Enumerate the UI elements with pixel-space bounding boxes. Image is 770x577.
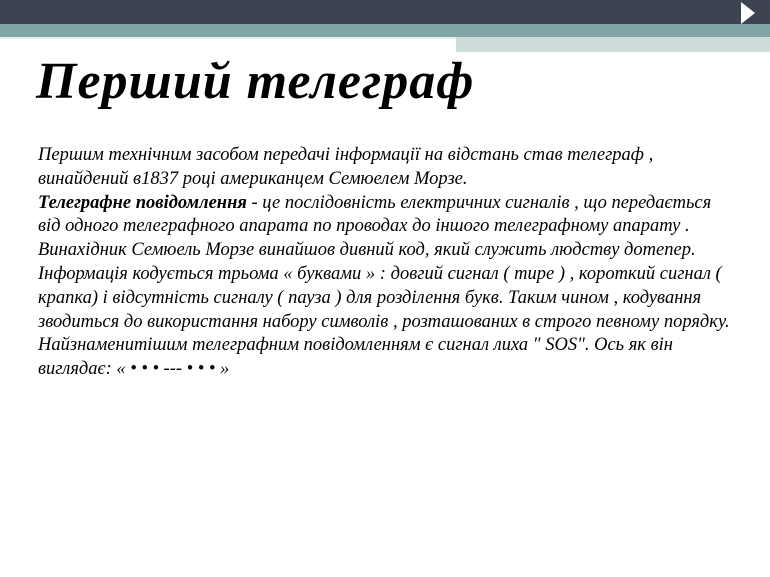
slide-body xyxy=(38,144,738,382)
light-decorative-block xyxy=(456,37,770,52)
decorative-line xyxy=(0,37,456,39)
paragraph-morse-code: Винахідник Семюель Морзе винайшов дивний код, який служить людству дотепер. Інформація кодується трьома « буквами » : довгий сигнал ( тире ) , короткий сигнал ( крапка) і відсутність сигналу ( пауза ) для розділення букв. Таким чином , кодування зводиться до використання набору символів , розташованих в строго певному порядку. xyxy=(38,240,730,332)
paragraph-sos: Найзнаменитішим телеграфним повідомленням є сигнал лиха " SOS". Ось як він виглядає: « • • • --- • • • » xyxy=(38,335,673,380)
definition-text: - це послідовність електричних сигналів , що передається від одного телеграфного апарата по проводах до іншого телеграфному апарату . xyxy=(38,192,712,237)
triangle-marker-icon xyxy=(741,2,755,24)
paragraph-definition xyxy=(38,192,738,240)
slide-title: Перший телеграф xyxy=(36,53,475,110)
top-decorative-band xyxy=(0,0,770,24)
term-telegraph-message: Телеграфне повідомлення xyxy=(38,192,247,213)
paragraph-intro: Першим технічним засобом передачі інформації на відстань став телеграф , винайдений в1837 році американцем Семюелем Морзе. xyxy=(38,145,654,189)
teal-decorative-strip xyxy=(0,24,770,37)
